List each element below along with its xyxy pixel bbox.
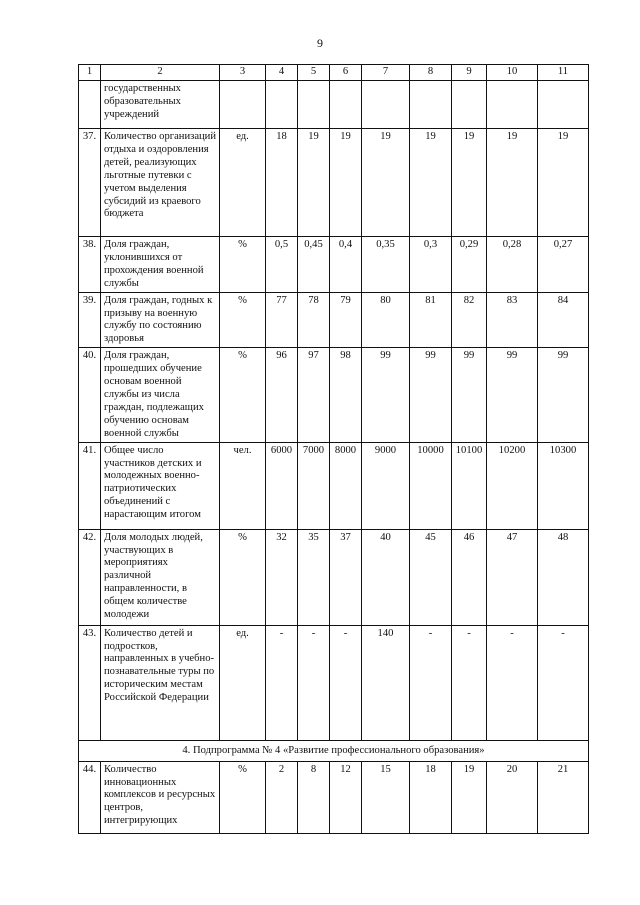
value-cell: 96 (266, 348, 298, 442)
row-number: 39. (79, 292, 101, 348)
value-cell: 32 (266, 529, 298, 625)
value-cell: 80 (362, 292, 410, 348)
value-cell: - (266, 625, 298, 740)
indicator-name: Доля молодых людей, участвующих в мероприятиях различной направленности, в общем количестве молодежи (101, 529, 220, 625)
row-number: 38. (79, 237, 101, 293)
row-number: 41. (79, 442, 101, 529)
unit-cell: % (220, 348, 266, 442)
value-cell: 10000 (410, 442, 452, 529)
value-cell: 99 (362, 348, 410, 442)
value-cell: 8 (298, 761, 330, 833)
value-cell: 48 (538, 529, 589, 625)
table-row (79, 529, 589, 625)
value-cell: 0,28 (487, 237, 538, 293)
value-cell: 37 (330, 529, 362, 625)
value-cell: - (410, 625, 452, 740)
value-cell: 19 (362, 129, 410, 237)
unit-cell (220, 81, 266, 129)
indicator-name: Количество детей и подростков, направленных в учебно-познавательные туры по историческим местам Российской Федерации (101, 625, 220, 740)
value-cell: 99 (487, 348, 538, 442)
value-cell: 2 (266, 761, 298, 833)
value-cell (487, 81, 538, 129)
header-row (79, 65, 589, 81)
page-number: 9 (317, 36, 323, 50)
value-cell: 10100 (452, 442, 487, 529)
value-cell (330, 81, 362, 129)
indicator-name: Количество организаций отдыха и оздоровления детей, реализующих льготные путевки с учетом выделения субсидий из краевого бюджета (101, 129, 220, 237)
value-cell: 79 (330, 292, 362, 348)
indicator-name: Доля граждан, уклонившихся от прохождения военной службы (101, 237, 220, 293)
indicator-name: Доля граждан, прошедших обучение основам военной службы из числа граждан, подлежащих обучению основам военной службы (101, 348, 220, 442)
row-number: 43. (79, 625, 101, 740)
value-cell: - (487, 625, 538, 740)
value-cell: 0,5 (266, 237, 298, 293)
value-cell: 78 (298, 292, 330, 348)
value-cell: 99 (538, 348, 589, 442)
value-cell: - (298, 625, 330, 740)
value-cell: 0,3 (410, 237, 452, 293)
row-number: 40. (79, 348, 101, 442)
value-cell: 19 (298, 129, 330, 237)
value-cell: 10300 (538, 442, 589, 529)
section-title: 4. Подпрограмма № 4 «Развитие профессионального образования» (79, 740, 589, 761)
value-cell: 19 (452, 761, 487, 833)
unit-cell: ед. (220, 625, 266, 740)
table-row (79, 292, 589, 348)
table-row (79, 625, 589, 740)
value-cell: 84 (538, 292, 589, 348)
value-cell: 0,35 (362, 237, 410, 293)
value-cell: 12 (330, 761, 362, 833)
table-row (79, 761, 589, 833)
indicator-name: Доля граждан, годных к призыву на военную службу по состоянию здоровья (101, 292, 220, 348)
value-cell (362, 81, 410, 129)
value-cell: 19 (452, 129, 487, 237)
value-cell: 40 (362, 529, 410, 625)
value-cell: - (452, 625, 487, 740)
value-cell: 0,45 (298, 237, 330, 293)
row-number (79, 81, 101, 129)
value-cell: 99 (452, 348, 487, 442)
column-header: 5 (298, 65, 330, 81)
value-cell: 18 (266, 129, 298, 237)
unit-cell: % (220, 761, 266, 833)
value-cell (298, 81, 330, 129)
indicator-name: государственных образовательных учреждений (101, 81, 220, 129)
value-cell: 47 (487, 529, 538, 625)
value-cell: 35 (298, 529, 330, 625)
table-row (79, 348, 589, 442)
column-header: 10 (487, 65, 538, 81)
column-header: 7 (362, 65, 410, 81)
value-cell: 99 (410, 348, 452, 442)
unit-cell: % (220, 529, 266, 625)
value-cell: 81 (410, 292, 452, 348)
value-cell: 19 (410, 129, 452, 237)
value-cell: 7000 (298, 442, 330, 529)
value-cell: 140 (362, 625, 410, 740)
unit-cell: ед. (220, 129, 266, 237)
column-header: 3 (220, 65, 266, 81)
value-cell: 8000 (330, 442, 362, 529)
value-cell (538, 81, 589, 129)
value-cell (410, 81, 452, 129)
value-cell: - (538, 625, 589, 740)
value-cell: 82 (452, 292, 487, 348)
column-header: 9 (452, 65, 487, 81)
column-header: 4 (266, 65, 298, 81)
unit-cell: % (220, 237, 266, 293)
value-cell: 0,4 (330, 237, 362, 293)
column-header: 11 (538, 65, 589, 81)
value-cell (452, 81, 487, 129)
value-cell: 9000 (362, 442, 410, 529)
table-row (79, 129, 589, 237)
column-header: 2 (101, 65, 220, 81)
value-cell: 21 (538, 761, 589, 833)
indicator-name: Количество инновационных комплексов и ресурсных центров, интегрирующих (101, 761, 220, 833)
value-cell: 98 (330, 348, 362, 442)
value-cell: 45 (410, 529, 452, 625)
value-cell: 0,29 (452, 237, 487, 293)
unit-cell: % (220, 292, 266, 348)
column-header: 1 (79, 65, 101, 81)
value-cell: 19 (538, 129, 589, 237)
value-cell: 19 (330, 129, 362, 237)
indicators-table (78, 64, 589, 834)
column-header: 6 (330, 65, 362, 81)
value-cell: 19 (487, 129, 538, 237)
row-number: 44. (79, 761, 101, 833)
value-cell (266, 81, 298, 129)
table-row (79, 442, 589, 529)
value-cell: 18 (410, 761, 452, 833)
column-header: 8 (410, 65, 452, 81)
value-cell: 46 (452, 529, 487, 625)
value-cell: 6000 (266, 442, 298, 529)
unit-cell: чел. (220, 442, 266, 529)
row-number: 37. (79, 129, 101, 237)
value-cell: 97 (298, 348, 330, 442)
value-cell: 15 (362, 761, 410, 833)
value-cell: 0,27 (538, 237, 589, 293)
table-row (79, 81, 589, 129)
table-row (79, 237, 589, 293)
section-row (79, 740, 589, 761)
value-cell: - (330, 625, 362, 740)
value-cell: 20 (487, 761, 538, 833)
row-number: 42. (79, 529, 101, 625)
value-cell: 77 (266, 292, 298, 348)
value-cell: 10200 (487, 442, 538, 529)
indicator-name: Общее число участников детских и молодежных военно-патриотических объединений с нарастающим итогом (101, 442, 220, 529)
value-cell: 83 (487, 292, 538, 348)
